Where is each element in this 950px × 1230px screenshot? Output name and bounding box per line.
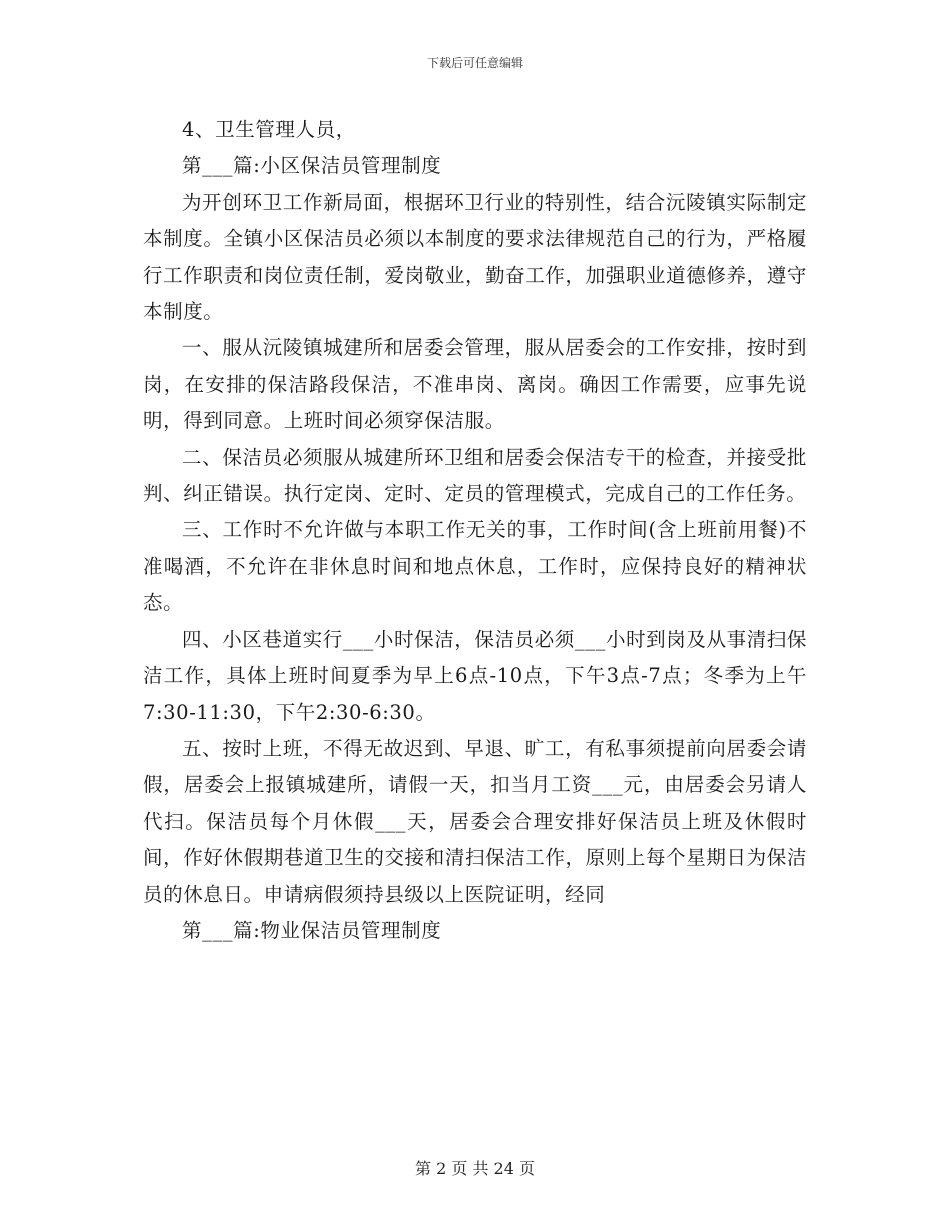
paragraph-intro: 为开创环卫工作新局面，根据环卫行业的特别性，结合沅陵镇实际制定本制度。全镇小区保洁员必须以本制度的要求法律规范自己的行为，严格履行工作职责和岗位责任制，爱岗敬业，勤奋工作，加强职业道德修养，遵守本制度。	[143, 190, 807, 324]
document-body	[143, 112, 807, 949]
paragraph-rule-4: 四、小区巷道实行___小时保洁，保洁员必须___小时到岗及从事清扫保洁工作，具体上班时间夏季为早上6点-10点，下午3点-7点；冬季为上午7:30-11:30，下午2:30-6:30。	[143, 627, 807, 724]
paragraph-rule-2: 二、保洁员必须服从城建所环卫组和居委会保洁专干的检查，并接受批判、纠正错误。执行定岗、定时、定员的管理模式，完成自己的工作任务。	[143, 445, 807, 506]
section-heading-property-cleaner-rules: 第___篇:物业保洁员管理制度	[182, 918, 442, 942]
section-heading-cleaner-rules: 第___篇:小区保洁员管理制度	[182, 154, 442, 178]
paragraph-rule-3: 三、工作时不允许做与本职工作无关的事，工作时间(含上班前用餐)不准喝酒，不允许在非休息时间和地点休息，工作时，应保持良好的精神状态。	[143, 518, 807, 615]
page-header: 下载后可任意编辑	[426, 56, 523, 70]
paragraph-item-1: 4、卫生管理人员，	[182, 118, 356, 141]
paragraph-rule-1: 一、服从沅陵镇城建所和居委会管理，服从居委会的工作安排，按时到岗，在安排的保洁路段保洁，不准串岗、离岗。确因工作需要，应事先说明，得到同意。上班时间必须穿保洁服。	[143, 336, 807, 433]
paragraph-rule-5: 五、按时上班，不得无故迟到、早退、旷工，有私事须提前向居委会请假，居委会上报镇城建所，请假一天，扣当月工资___元，由居委会另请人代扫。保洁员每个月休假___天，居委会合理安排好保洁员上班及休假时间，作好休假期巷道卫生的交接和清扫保洁工作，原则上每个星期日为保洁员的休息日。申请病假须持县级以上医院证明，经同	[143, 736, 807, 906]
page-footer: 第 2 页 共 24 页	[415, 1159, 535, 1178]
